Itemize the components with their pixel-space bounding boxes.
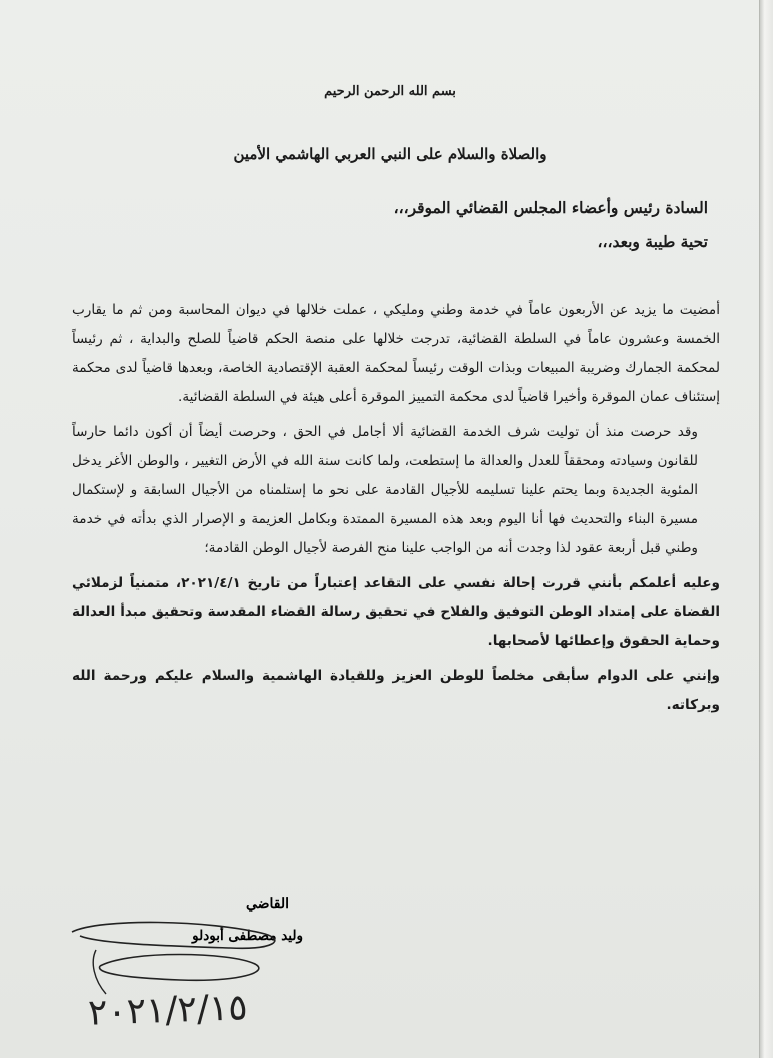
paragraph-career: أمضيت ما يزيد عن الأربعون عاماً في خدمة وطني ومليكي ، عملت خلالها في ديوان المحاسبة ومن ثم ما يقارب الخمسة وعشرون عاماً في السلطة القضائية، تدرجت خلالها على منصة الحكم قاضياً للصلح والبداية ، ثم رئيساً لمحكمة الجمارك وضريبة المبيعات وبذات الوقت رئيساً لمحكمة العقبة الإقتصادية الخاصة، وبعدها قاضياً لدى محكمة إستئناف عمان الموقرة وأخيرا قاضياً لدى محكمة التمييز الموقرة أعلى هيئة في السلطة القضائية. bbox=[72, 302, 720, 405]
signature-name: وليد مصطفى أبودلو bbox=[192, 928, 303, 944]
signature-title: القاضي bbox=[245, 896, 289, 912]
greeting-line: تحية طيبة وبعد،،، bbox=[597, 232, 708, 251]
salutation-line: والصلاة والسلام على النبي العربي الهاشمي الأمين bbox=[233, 145, 547, 163]
paragraph-retirement: وعليه أعلمكم بأنني قررت إحالة نفسي على التقاعد إعتباراً من تاريخ ٢٠٢١/٤/١، متمنياً لزملائي القضاة على إمتداد الوطن التوفيق والفلاح في تحقيق رسالة القضاء المقدسة وتحقيق مبدأ العدالة وحماية الحقوق وإعطائها لأصحابها. bbox=[72, 575, 720, 649]
handwritten-date: ٢٠٢١/٢/١٥ bbox=[87, 987, 249, 1034]
page-edge bbox=[759, 0, 773, 1058]
addressee-line: السادة رئيس وأعضاء المجلس القضائي الموقر،،، bbox=[393, 198, 708, 217]
letter bbox=[60, 0, 720, 1058]
paragraph-closing: وإنني على الدوام سأبقى مخلصاً للوطن العزيز وللقيادة الهاشمية والسلام عليكم ورحمة الله وبركاته. bbox=[72, 668, 720, 713]
basmala-heading: بسم الله الرحمن الرحيم bbox=[324, 84, 456, 99]
letter-body bbox=[72, 296, 720, 726]
paragraph-service: وقد حرصت منذ أن توليت شرف الخدمة القضائية ألا أجامل في الحق ، وحرصت أيضاً أن أكون دائما حارساً للقانون وسيادته ومحققاً للعدل والعدالة ما إستطعت، ولما كانت سنة الله في الأرض التغيير ، والوطن الأغر يدخل المئوية الجديدة وبما يحتم علينا تسليمه للأجيال القادمة على نحو ما إستلمناه من الأجيال السابقة و لإستكمال مسيرة البناء والتحديث فها أنا اليوم وبعد هذه المسيرة الممتدة وبكامل العزيمة و الإصرار الذي بدأته في خدمة وطني قبل أربعة عقود لذا وجدت أنه من الواجب علينا منح الفرصة لأجيال الوطن القادمة؛ bbox=[72, 424, 698, 556]
